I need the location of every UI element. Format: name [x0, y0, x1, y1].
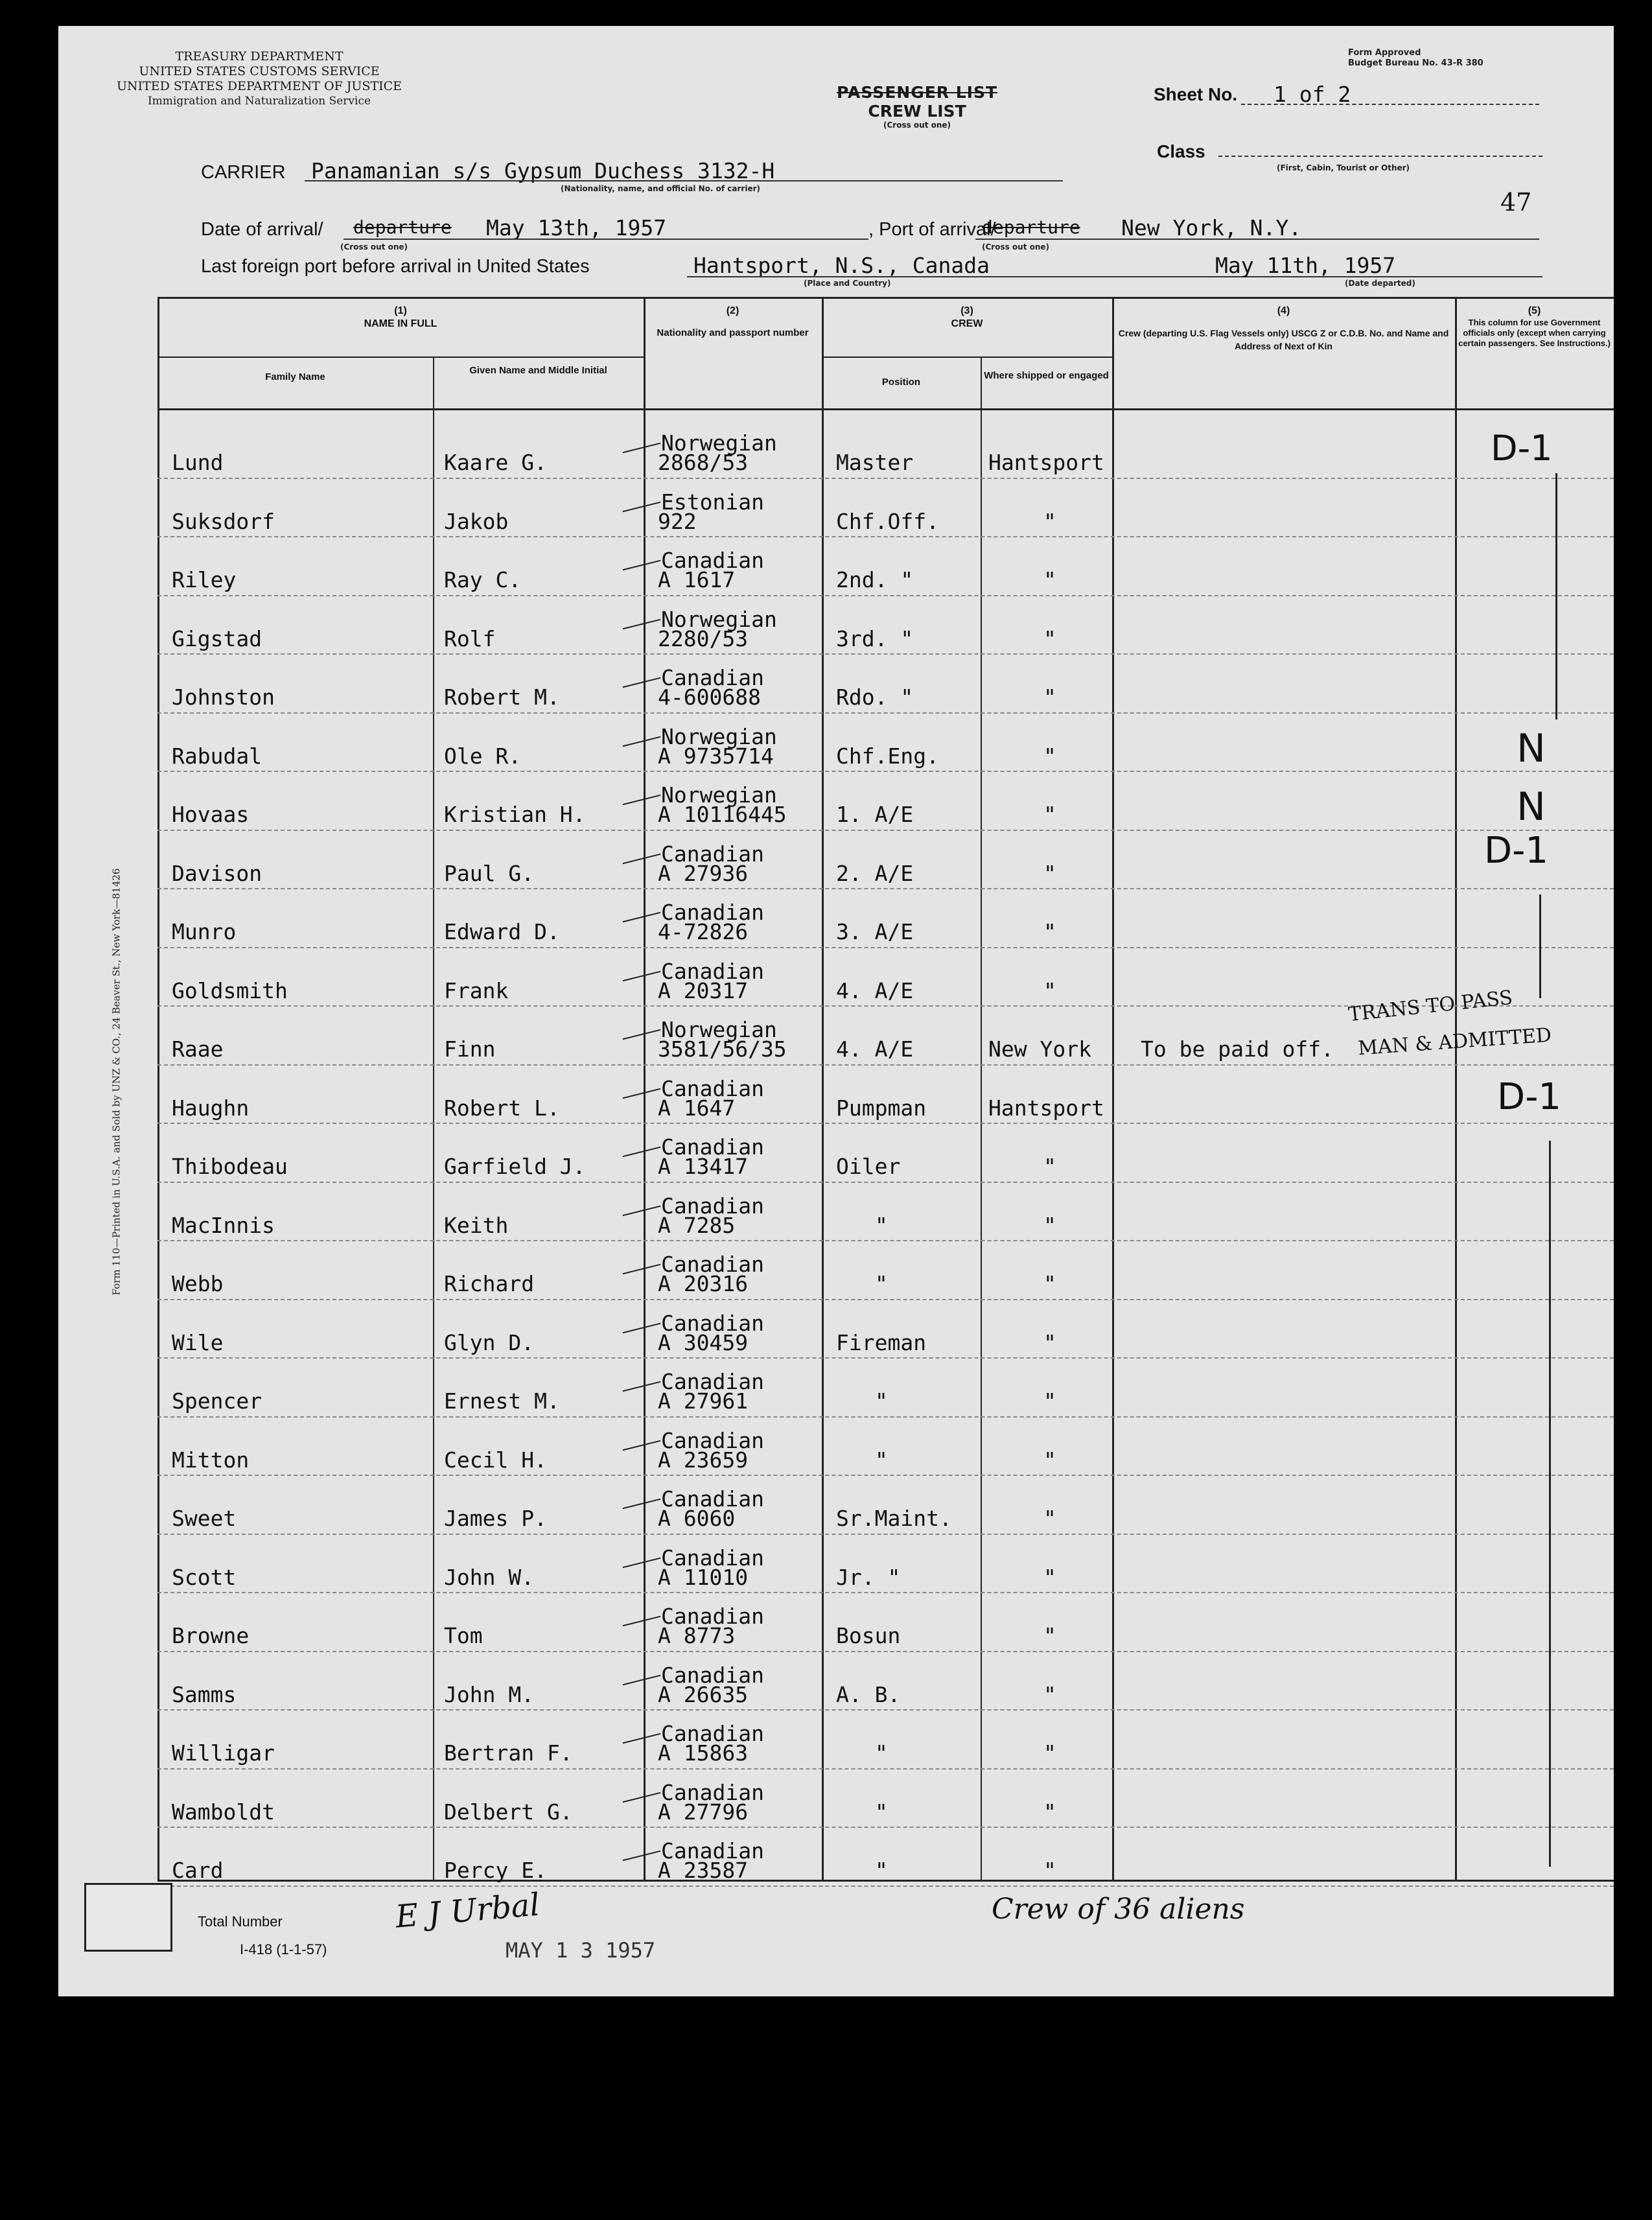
family-name: Wamboldt	[172, 1799, 275, 1825]
page-number: 47	[1500, 188, 1532, 216]
passport-number: A 1617	[658, 567, 736, 592]
table-row	[58, 832, 1614, 891]
trans-note: MAN & ADMITTED	[1357, 1023, 1553, 1060]
given-name: Frank	[444, 977, 509, 1003]
position: A. B.	[836, 1681, 901, 1707]
nationality: Canadian	[661, 1721, 764, 1746]
passport-number: A 27936	[658, 860, 749, 886]
position: Jr. "	[836, 1564, 901, 1590]
passport-number: A 23659	[658, 1447, 749, 1473]
nationality: Norwegian	[661, 430, 777, 456]
family-name: Scott	[172, 1564, 237, 1590]
given-name: Edward D.	[444, 919, 560, 944]
nationality: Canadian	[661, 900, 764, 925]
passport-number: A 1647	[658, 1095, 736, 1121]
table-row	[58, 1712, 1614, 1771]
status-mark-d1: D-1	[1497, 1076, 1561, 1118]
nationality: Canadian	[661, 841, 764, 867]
family-name: Webb	[172, 1271, 224, 1296]
last-port-label: Last foreign port before arrival in United States	[201, 256, 590, 277]
col-header-5: (5) This column for use Government officials only (except when carrying certain passengers. See Instructions.)	[1458, 305, 1611, 348]
position: 2nd. "	[836, 567, 914, 592]
passport-number: A 10116445	[658, 802, 787, 827]
family-name: Thibodeau	[172, 1154, 288, 1179]
passport-number: A 11010	[658, 1564, 749, 1590]
position: Oiler	[836, 1154, 901, 1179]
family-name: Davison	[172, 860, 262, 886]
position: Rdo. "	[836, 684, 914, 710]
status-mark-d1: D-1	[1491, 428, 1553, 469]
passport-number: A 26635	[658, 1681, 749, 1707]
given-name: Jakob	[444, 508, 509, 534]
position: 1. A/E	[836, 802, 914, 827]
agency-header	[84, 49, 434, 109]
ins-service: Immigration and Naturalization Service	[147, 95, 371, 108]
shipped-at: "	[1043, 1271, 1056, 1296]
table-row	[58, 1419, 1614, 1478]
table-row	[58, 421, 1614, 480]
passport-number: A 8773	[658, 1623, 736, 1648]
arrival-label: Date of arrival/	[201, 219, 323, 240]
trans-note: TRANS TO PASS	[1347, 986, 1514, 1027]
passport-number: A 27796	[658, 1799, 749, 1825]
nationality: Norwegian	[661, 1017, 777, 1042]
crew-note: Crew of 36 aliens	[992, 1893, 1245, 1926]
nationality: Estonian	[661, 489, 764, 515]
table-row	[58, 656, 1614, 715]
passport-number: A 30459	[658, 1329, 749, 1355]
shipped-at: "	[1043, 743, 1056, 769]
given-name: Ole R.	[444, 743, 522, 769]
nationality: Canadian	[661, 1427, 764, 1453]
arrival-date: May 13th, 1957	[486, 215, 667, 240]
family-name: Willigar	[172, 1740, 275, 1766]
passport-number: 4-600688	[658, 684, 761, 710]
nationality: Canadian	[661, 1193, 764, 1219]
port-label: , Port of arrival/	[868, 219, 996, 240]
family-name: Wile	[172, 1329, 224, 1355]
shipped-at: "	[1043, 508, 1056, 534]
shipped-at: "	[1043, 1564, 1056, 1590]
nationality: Norwegian	[661, 723, 777, 749]
next-of-kin: To be paid off.	[1141, 1036, 1334, 1062]
passport-number: A 15863	[658, 1740, 749, 1766]
shipped-at: "	[1043, 919, 1056, 944]
given-name: Percy E.	[444, 1858, 547, 1883]
table-row	[58, 480, 1614, 539]
shipped-at: "	[1043, 1858, 1056, 1883]
family-name: Suksdorf	[172, 508, 275, 534]
total-number-label: Total Number	[198, 1913, 283, 1930]
shipped-at: "	[1043, 860, 1056, 886]
document-page: TREASURY DEPARTMENT UNITED STATES CUSTOMS SERVICE UNITED STATES DEPARTMENT OF JUSTICE Immigration and Naturalization Service Form Approved Budget Bureau No. 43-R 380 PASSENGER LIST CREW LIST (Cross out one) Sheet No. 1 of 2 Class (First, Cabin, Tourist or Other) CARRIER Panamanian s/s Gypsum Duchess 3132-H (Nationality, name, and official No. of carrier) 47 Date of arrival/ departure May 13th, 1957 (Cross out one) , Port of arrival/ departure New York, N.Y. (Cross out one) Last foreign port before arrival in United States Hantsport, N.S., Canada (Place and Country) May 11th, 1957 (Date departed) (1) NAME IN FULL Family Name Given Name and Middle Initial (2) Nationality and passport number (3) CREW Position Where shipped or engaged (4) Crew (departing U.S. Flag Vessels only) USCG Z or C.D.B. No. and Name and Address of Next of Kin (5) This column for use Government officials only (except when carrying certain passengers. See Instructions.) Lund Kaare G. Norwegian 2868/53 Master Hantsport Suksdorf Jakob Estonian 922 Chf.Off. " Riley Ray C. Canadian A 1617 2nd. " " Gigstad Rolf Norwegian 2280/53 3rd. " " Johnston Robert M. Canadian 4-600688 Rdo. " " Rabudal Ole R. Norwegian A 9735714 Chf.Eng. " Hovaas Kristian H. Norwegian A 10116445 1. A/E " Davison Paul G. Canadian A 27936 2. A/E " Munro Edward D. Canadian 4-72826 3. A/E " Goldsmith Frank Canadian A 20317 4. A/E " Raae Finn Norwegian 3581/56/35 4. A/E New York To be paid off. Haughn Robert L. Canadian A 1647 Pumpman Hantsport Thibodeau Garfield J. Canadian A 13417 Oiler " MacInnis Keith Canadian A 7285 " " Webb Richard Canadian A 20316 " " Wile Glyn D. Canadian A 30459 Fireman " Spencer Ernest M. Canadian A 27961 " " Mitton Cecil H. Canadian A 23659 " " Sweet James P. Canadian A 6060 Sr.Maint. " Scott John W. Canadian A 11010 Jr. " " Browne Tom Canadian A 8773 Bosun " Samms John M. Canadian A 26635 A. B. " Willigar Bertran F. Canadian A 15863 " " Wamboldt Delbert G. Canadian A 27796 " " Card Percy E. Canadian A 23587 " " D-1 N N D-1 TRANS TO PASS MAN & ADMITTED D-1 Total Number I-418 (1-1-57) E J Urbal MAY 1 3 1957 Crew of 36 aliens Form 110—Printed in U.S.A. and Sold by UNZ & CO., 24 Beaver St., New York—81426	[58, 26, 1614, 1996]
nationality: Canadian	[661, 1486, 764, 1512]
nationality: Canadian	[661, 1604, 764, 1629]
family-name: Goldsmith	[172, 977, 288, 1003]
given-name: John W.	[444, 1564, 535, 1590]
shipped-at: "	[1043, 1154, 1056, 1179]
col-shipped: Where shipped or engaged	[984, 370, 1109, 381]
shipped-at: "	[1043, 684, 1056, 710]
passport-number: A 27961	[658, 1388, 749, 1414]
table-row	[58, 1771, 1614, 1830]
given-name: Tom	[444, 1623, 483, 1648]
table-row	[58, 1595, 1614, 1653]
shipped-at: "	[1043, 1212, 1056, 1238]
nationality: Canadian	[661, 1838, 764, 1864]
family-name: Riley	[172, 567, 237, 592]
position: Chf.Off.	[836, 508, 939, 534]
family-name: MacInnis	[172, 1212, 275, 1238]
col-header-4: (4) Crew (departing U.S. Flag Vessels only) USCG Z or C.D.B. No. and Name and Address of Next of Kin	[1118, 305, 1449, 351]
given-name: Ray C.	[444, 567, 522, 592]
departed-date: May 11th, 1957	[1215, 253, 1396, 278]
position: "	[875, 1858, 888, 1883]
nationality: Canadian	[661, 1075, 764, 1101]
passport-number: 2868/53	[658, 450, 749, 475]
given-name: Paul G.	[444, 860, 535, 886]
col-header-2: (2) Nationality and passport number	[657, 305, 809, 338]
family-name: Haughn	[172, 1095, 250, 1121]
family-name: Card	[172, 1858, 224, 1883]
table-row	[58, 1184, 1614, 1243]
position: Chf.Eng.	[836, 743, 939, 769]
nationality: Norwegian	[661, 606, 777, 632]
position: "	[875, 1799, 888, 1825]
class-label: Class	[1157, 141, 1205, 161]
family-name: Raae	[172, 1036, 224, 1062]
given-name: Bertran F.	[444, 1740, 573, 1766]
given-name: Finn	[444, 1036, 496, 1062]
position: Master	[836, 450, 914, 475]
nationality: Canadian	[661, 1134, 764, 1160]
nationality: Canadian	[661, 1252, 764, 1277]
nationality: Canadian	[661, 1310, 764, 1336]
table-row	[58, 1125, 1614, 1184]
status-mark-d1: D-1	[1484, 830, 1548, 872]
shipped-at: "	[1043, 1329, 1056, 1355]
passport-number: A 7285	[658, 1212, 736, 1238]
nationality: Canadian	[661, 1369, 764, 1394]
table-row	[58, 1653, 1614, 1712]
passport-number: A 20317	[658, 977, 749, 1003]
nationality: Norwegian	[661, 782, 777, 808]
passport-number: A 20316	[658, 1271, 749, 1296]
nationality: Canadian	[661, 1662, 764, 1688]
position: "	[875, 1271, 888, 1296]
table-row	[58, 715, 1614, 774]
position: 3. A/E	[836, 919, 914, 944]
status-mark-n: N	[1517, 726, 1546, 771]
family-name: Munro	[172, 919, 237, 944]
passport-number: 4-72826	[658, 919, 749, 944]
given-name: Robert M.	[444, 684, 560, 710]
given-name: Richard	[444, 1271, 535, 1296]
table-row	[58, 1243, 1614, 1302]
position: "	[875, 1740, 888, 1766]
given-name: Kaare G.	[444, 450, 547, 475]
col-header-3: (3) CREW	[951, 305, 983, 329]
sheet-label: Sheet No.	[1154, 84, 1238, 104]
signature: E J Urbal	[393, 1886, 541, 1935]
table-row	[58, 539, 1614, 598]
given-name: Keith	[444, 1212, 509, 1238]
family-name: Johnston	[172, 684, 275, 710]
shipped-at: "	[1043, 1506, 1056, 1531]
side-print: Form 110—Printed in U.S.A. and Sold by UNZ & CO., 24 Beaver St., New York—81426	[110, 868, 122, 1296]
carrier-label: CARRIER	[201, 162, 286, 183]
justice-dept: UNITED STATES DEPARTMENT OF JUSTICE	[116, 79, 402, 93]
given-name: Kristian H.	[444, 802, 586, 827]
family-name: Rabudal	[172, 743, 262, 769]
given-name: Cecil H.	[444, 1447, 547, 1473]
given-name: Ernest M.	[444, 1388, 560, 1414]
col-position: Position	[881, 377, 921, 388]
position: Sr.Maint.	[836, 1506, 952, 1531]
passport-number: A 23587	[658, 1858, 749, 1883]
form-code: I-418 (1-1-57)	[240, 1941, 327, 1957]
family-name: Hovaas	[172, 802, 250, 827]
shipped-at: "	[1043, 625, 1056, 651]
list-title: PASSENGER LIST CREW LIST (Cross out one)	[820, 83, 1014, 130]
passport-number: A 6060	[658, 1506, 736, 1531]
position: 2. A/E	[836, 860, 914, 886]
shipped-at: "	[1043, 1388, 1056, 1414]
family-name: Browne	[172, 1623, 250, 1648]
position: 4. A/E	[836, 977, 914, 1003]
given-name: Robert L.	[444, 1095, 560, 1121]
last-port-value: Hantsport, N.S., Canada	[693, 253, 990, 278]
position: Fireman	[836, 1329, 927, 1355]
table-row	[58, 1302, 1614, 1361]
treasury-dept: TREASURY DEPARTMENT	[175, 49, 343, 64]
port-value: New York, N.Y.	[1121, 215, 1302, 240]
shipped-at: "	[1043, 977, 1056, 1003]
date-stamp: MAY 1 3 1957	[506, 1938, 656, 1963]
nationality: Canadian	[661, 548, 764, 573]
table-row	[58, 773, 1614, 832]
given-name: Glyn D.	[444, 1329, 535, 1355]
given-name: James P.	[444, 1506, 547, 1531]
family-name: Gigstad	[172, 625, 262, 651]
carrier-value: Panamanian s/s Gypsum Duchess 3132-H	[311, 158, 775, 183]
position: Bosun	[836, 1623, 901, 1648]
shipped-at: "	[1043, 1799, 1056, 1825]
nationality: Canadian	[661, 1779, 764, 1805]
status-mark-n: N	[1517, 784, 1546, 830]
family-name: Sweet	[172, 1506, 237, 1531]
passport-number: 922	[658, 508, 697, 534]
position: "	[875, 1447, 888, 1473]
passport-number: A 13417	[658, 1154, 749, 1179]
nationality: Canadian	[661, 958, 764, 984]
passport-number: 3581/56/35	[658, 1036, 787, 1062]
col-family-name: Family Name	[265, 371, 325, 382]
family-name: Spencer	[172, 1388, 262, 1414]
passport-number: A 9735714	[658, 743, 774, 769]
shipped-at: "	[1043, 1623, 1056, 1648]
position: 4. A/E	[836, 1036, 914, 1062]
family-name: Lund	[172, 450, 224, 475]
given-name: John M.	[444, 1681, 535, 1707]
total-number-box	[84, 1883, 172, 1952]
table-row	[58, 950, 1614, 1009]
passport-number: 2280/53	[658, 625, 749, 651]
family-name: Mitton	[172, 1447, 250, 1473]
shipped-at: "	[1043, 1447, 1056, 1473]
shipped-at: Hantsport	[988, 1095, 1104, 1121]
shipped-at: Hantsport	[988, 450, 1104, 475]
table-row	[58, 1360, 1614, 1419]
col-given-name: Given Name and Middle Initial	[469, 365, 607, 376]
form-approved: Form Approved Budget Bureau No. 43-R 380	[1348, 48, 1483, 68]
customs-service: UNITED STATES CUSTOMS SERVICE	[139, 64, 380, 78]
nationality: Canadian	[661, 665, 764, 690]
col-header-1: (1) NAME IN FULL	[364, 305, 437, 329]
given-name: Rolf	[444, 625, 496, 651]
sheet-value: 1 of 2	[1274, 82, 1351, 107]
table-row	[58, 1067, 1614, 1126]
nationality: Canadian	[661, 1545, 764, 1571]
position: Pumpman	[836, 1095, 927, 1121]
shipped-at: "	[1043, 1681, 1056, 1707]
crew-list-title: CREW LIST	[868, 102, 966, 121]
position: "	[875, 1388, 888, 1414]
shipped-at: New York	[988, 1036, 1091, 1062]
family-name: Samms	[172, 1681, 237, 1707]
shipped-at: "	[1043, 567, 1056, 592]
given-name: Garfield J.	[444, 1154, 586, 1179]
position: "	[875, 1212, 888, 1238]
shipped-at: "	[1043, 802, 1056, 827]
given-name: Delbert G.	[444, 1799, 573, 1825]
shipped-at: "	[1043, 1740, 1056, 1766]
table-row	[58, 598, 1614, 657]
struck-title: PASSENGER LIST	[836, 83, 998, 102]
table-row	[58, 1477, 1614, 1536]
table-row	[58, 891, 1614, 950]
table-row	[58, 1536, 1614, 1595]
position: 3rd. "	[836, 625, 914, 651]
table-row	[58, 1829, 1614, 1888]
